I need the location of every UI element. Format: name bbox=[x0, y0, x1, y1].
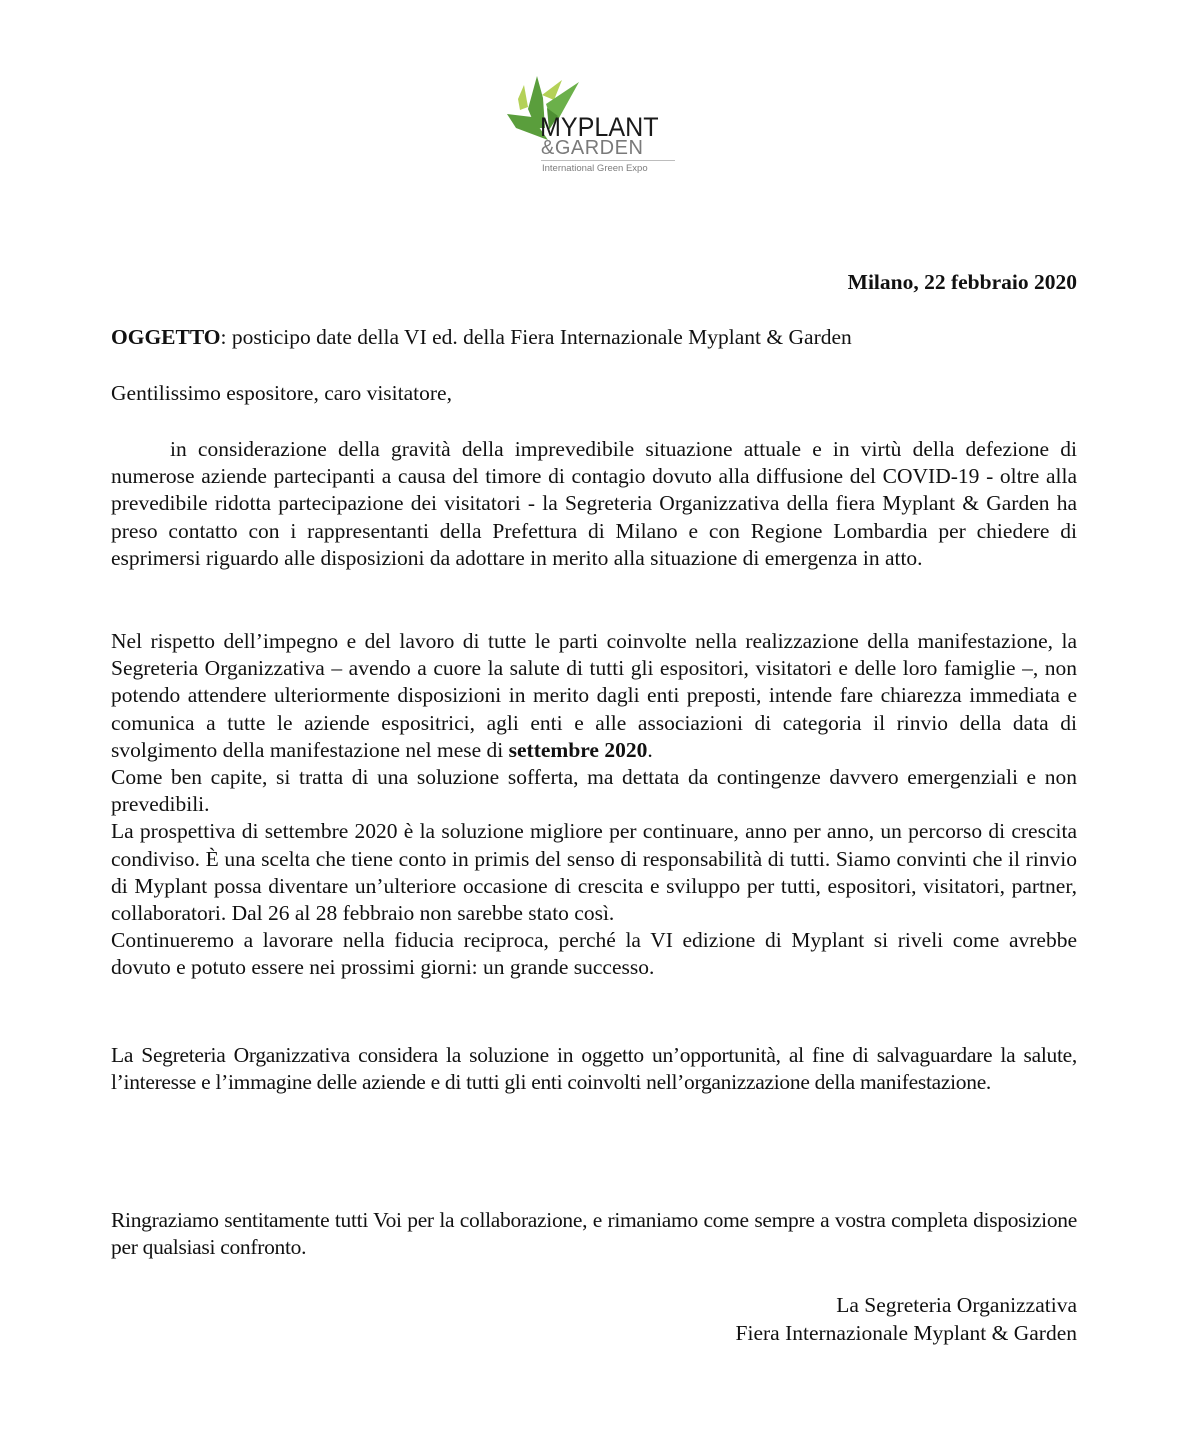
paragraph-2-new-date: settembre 2020 bbox=[508, 737, 648, 762]
logo-divider bbox=[541, 160, 675, 161]
letter-signature bbox=[736, 1292, 1077, 1347]
subject-label: OGGETTO bbox=[111, 325, 221, 349]
paragraph-4: La prospettiva di settembre 2020 è la soluzione migliore per continuare, anno per anno, un percorso di crescita condiviso. È una scelta che tiene conto in primis del senso di responsabilità di tutti. Siamo convinti che il rinvio di Myplant possa diventare un’ulteriore occasione di crescita e sviluppo per tutti, espositori, visitatori, partner, collaboratori. Dal 26 al 28 febbraio non sarebbe stato così. bbox=[111, 819, 1077, 926]
logo-brand-garden: &GARDEN bbox=[541, 137, 644, 159]
leaf-small-light bbox=[518, 85, 528, 110]
subject-text: : posticipo date della VI ed. della Fiera Internazionale Myplant & Garden bbox=[220, 325, 852, 349]
paragraph-6: La Segreteria Organizzativa considera la soluzione in oggetto un’opportunità, al fine di salvaguardare la salute, l’interesse e l’immagine delle aziende e di tutti gli enti coinvolti nell’organizzazione della manifestazione. bbox=[111, 1043, 1077, 1095]
paragraph-opportunity bbox=[111, 1042, 1077, 1096]
paragraph-2-end: . bbox=[647, 737, 653, 762]
paragraph-7: Ringraziamo sentitamente tutti Voi per la collaborazione, e rimaniamo come sempre a vostra completa disposizione per qualsiasi confronto. bbox=[111, 1208, 1077, 1260]
paragraph-2 bbox=[111, 628, 1077, 764]
letter-subject bbox=[111, 324, 852, 351]
signature-line-2: Fiera Internazionale Myplant & Garden bbox=[735, 1320, 1077, 1345]
paragraph-group-postponement bbox=[111, 628, 1077, 982]
signature-line-1: La Segreteria Organizzativa bbox=[836, 1293, 1077, 1317]
letter-greeting: Gentilissimo espositore, caro visitatore, bbox=[111, 381, 452, 405]
paragraph-1: in considerazione della gravità della imprevedibile situazione attuale e in virtù della defezione di numerose aziende partecipanti a causa del timore di contagio dovuto alla diffusione del COVID-19 - oltre alla prevedibile ridotta partecipazione dei visitatori - la Segreteria Organizzativa della fiera Myplant & Garden ha preso contatto con i rappresentanti della Prefettura di Milano e con Regione Lombardia per chiedere di esprimersi riguardo alle disposizioni da adottare in merito alla situazione di emergenza in atto. bbox=[111, 437, 1077, 570]
paragraph-2-text: Nel rispetto dell’impegno e del lavoro di tutte le parti coinvolte nella realizzazione della manifestazione, la Segreteria Organizzativa – avendo a cuore la salute di tutti gli espositori, visitatori e delle loro famiglie –, non potendo attendere ulteriormente disposizioni in merito dagli enti preposti, intende fare chiarezza immediata e comunica a tutte le aziende espositrici, agli enti e alle associazioni di categoria il rinvio della data di svolgimento della manifestazione nel mese di bbox=[111, 629, 1077, 762]
logo-tagline: International Green Expo bbox=[542, 163, 648, 174]
paragraph-3: Come ben capite, si tratta di una soluzione sofferta, ma dettata da contingenze davvero emergenziali e non prevedibili. bbox=[111, 765, 1077, 817]
logo-brand-myplant: MYPLANT bbox=[540, 112, 659, 142]
letter-date: Milano, 22 febbraio 2020 bbox=[847, 270, 1077, 294]
paragraph-thanks bbox=[111, 1207, 1077, 1261]
paragraph-5: Continueremo a lavorare nella fiducia reciproca, perché la VI edizione di Myplant si riveli come avrebbe dovuto e potuto essere nei prossimi giorni: un grande successo. bbox=[111, 928, 1077, 980]
myplant-garden-logo bbox=[506, 76, 686, 180]
paragraph-situation bbox=[111, 436, 1077, 572]
